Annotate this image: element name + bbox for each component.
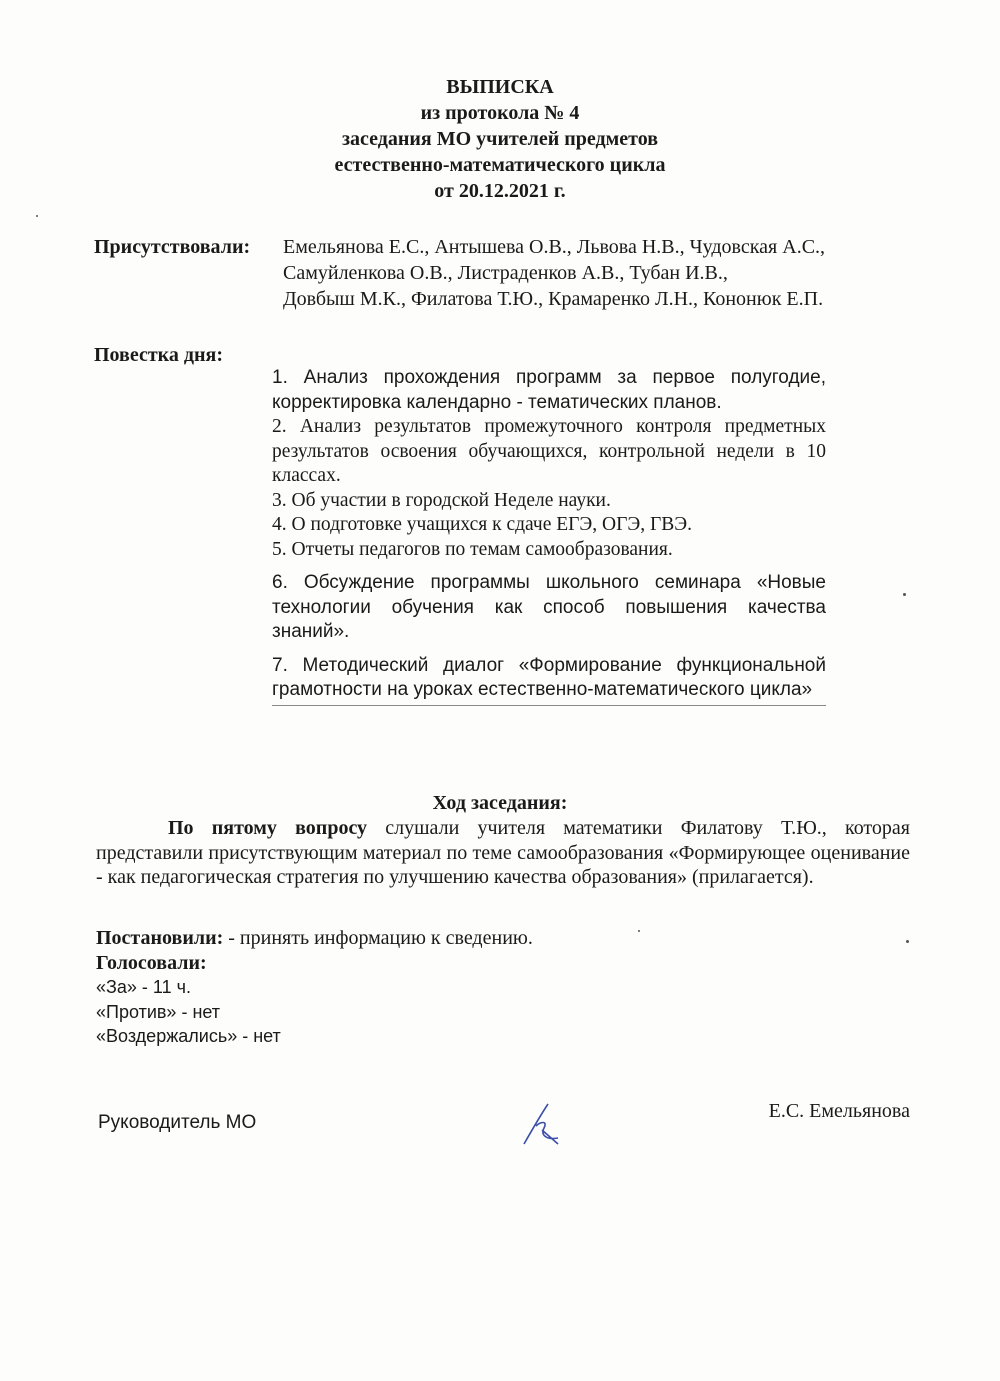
signer-role: Руководитель МО: [98, 1112, 257, 1133]
document-header: [0, 74, 1000, 204]
vote-against: «Против» - нет: [96, 1001, 221, 1022]
scan-speck: [906, 940, 909, 943]
decision-line: [96, 926, 696, 951]
question-lead: По пятому вопросу: [168, 817, 368, 839]
vote-for: «За» - 11 ч.: [96, 977, 191, 997]
decision-label: Постановили:: [96, 927, 224, 949]
handwritten-signature: [518, 1100, 568, 1150]
agenda-item: 3. Об участии в городской Неделе науки.: [272, 489, 611, 511]
protocol-number: из протокола № 4: [420, 102, 580, 124]
voting-label-text: Голосовали:: [96, 951, 207, 974]
scan-speck: [903, 593, 906, 596]
attendees-list: [283, 234, 923, 312]
proceedings-title: Ход заседания:: [432, 792, 568, 814]
agenda-item: 7. Методический диалог «Формирование функциональной грамотности на уроках естественно-математического цикла»: [272, 654, 826, 706]
proceedings-text: [96, 816, 910, 890]
signer-name: Е.С. Емельянова: [768, 1100, 910, 1122]
meeting-date: от 20.12.2021 г.: [434, 180, 566, 202]
proceedings-paragraph: [96, 816, 910, 890]
scan-speck: [36, 215, 38, 217]
attendees-line: Емельянова Е.С., Антышева О.В., Львова Н.В., Чудовская А.С.,: [283, 236, 826, 258]
agenda-list: [272, 366, 826, 706]
agenda-item: 2. Анализ результатов промежуточного контроля предметных результатов освоения обучающихся, контрольной недели в 10 классах.: [272, 416, 826, 486]
agenda-item: 1. Анализ прохождения программ за первое полугодие, корректировка календарно - тематических планов.: [272, 367, 826, 413]
voting-label: [96, 951, 696, 976]
cycle-name: естественно-математического цикла: [334, 154, 666, 176]
attendees-label: Присутствовали:: [94, 236, 251, 258]
decision-text: - принять информацию к сведению.: [223, 927, 533, 949]
agenda-item: 5. Отчеты педагогов по темам самообразования.: [272, 538, 673, 560]
attendees-line: Самуйленкова О.В., Листраденков А.В., Тубан И.В.,: [283, 262, 728, 284]
scan-speck: [638, 930, 640, 932]
decision-block: [96, 926, 696, 1049]
agenda-label: Повестка дня:: [94, 344, 224, 366]
agenda-item: 4. О подготовке учащихся к сдаче ЕГЭ, ОГЭ, ГВЭ.: [272, 514, 693, 535]
meeting-name: заседания МО учителей предметов: [341, 128, 659, 150]
agenda-item: 6. Обсуждение программы школьного семинара «Новые технологии обучения как способ повышения качества знаний».: [272, 572, 826, 642]
attendees-line: Довбыш М.К., Филатова Т.Ю., Крамаренко Л.Н., Кононюк Е.П.: [283, 288, 824, 310]
proceedings-body: слушали учителя математики Филатову Т.Ю., которая представили присутствующим материал по теме самообразования «Формирующее оценивание - как педагогическая стратегия по улучшению качества образования» (прилагается).: [96, 817, 910, 888]
document-title: ВЫПИСКА: [446, 76, 554, 98]
vote-abstained: «Воздержались» - нет: [96, 1026, 281, 1046]
